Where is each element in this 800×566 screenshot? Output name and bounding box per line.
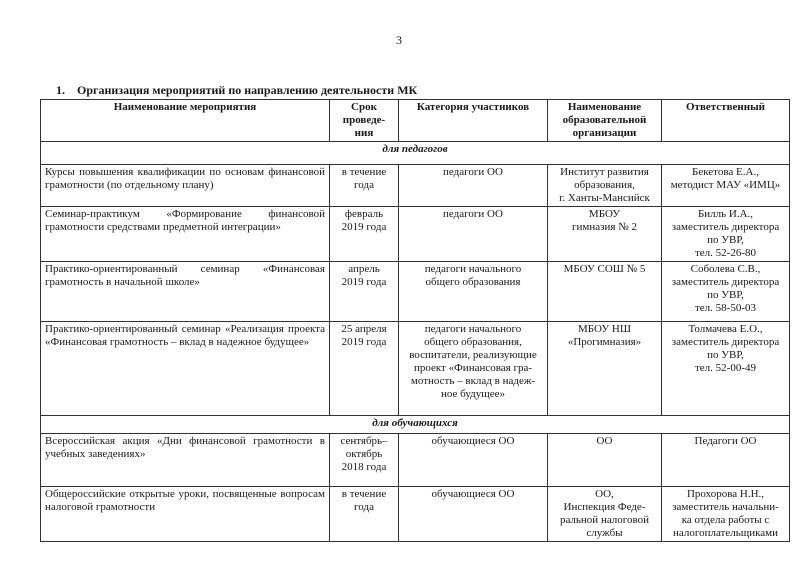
table-header-row <box>41 100 790 142</box>
event-cell: Всероссийская акция «Дни финансовой грамотности в учебных заведениях» <box>41 434 330 487</box>
group-label: для педагогов <box>41 142 790 165</box>
section-title-text: Организация мероприятий по направлению деятельности МК <box>77 83 418 97</box>
participants-cell: педагоги ОО <box>399 165 548 207</box>
responsible-cell: Бекетова Е.А., методист МАУ «ИМЦ» <box>662 165 790 207</box>
term-cell: февраль 2019 года <box>330 207 399 262</box>
responsible-cell: Соболева С.В., заместитель директора по УВР, тел. 58-50-03 <box>662 262 790 322</box>
group-row-teachers <box>41 142 790 165</box>
term-cell: апрель 2019 года <box>330 262 399 322</box>
event-cell: Семинар-практикум «Формирование финансовой грамотности средствами предметной интеграции» <box>41 207 330 262</box>
responsible-cell: Толмачева Е.О., заместитель директора по УВР, тел. 52-00-49 <box>662 322 790 416</box>
organization-cell: МБОУ гимназия № 2 <box>548 207 662 262</box>
responsible-cell: Прохорова Н.Н., заместитель начальни- ка отдела работы с налогоплательщиками <box>662 487 790 542</box>
events-table <box>40 99 790 542</box>
organization-cell: МБОУ НШ «Прогимназия» <box>548 322 662 416</box>
header-event-name: Наименование мероприятия <box>41 100 330 142</box>
term-cell: 25 апреля 2019 года <box>330 322 399 416</box>
header-responsible: Ответственный <box>662 100 790 142</box>
event-cell: Общероссийские открытые уроки, посвященные вопросам налоговой грамотности <box>41 487 330 542</box>
participants-cell: педагоги начального общего образования, воспитатели, реализующие проект «Финансовая гра- мотность – вклад в надеж- ное будущее» <box>399 322 548 416</box>
event-cell: Практико-ориентированный семинар «Реализация проекта «Финансовая грамотность – вклад в надежное будущее» <box>41 322 330 416</box>
term-cell: сентябрь– октябрь 2018 года <box>330 434 399 487</box>
group-label: для обучающихся <box>41 416 790 434</box>
table-row <box>41 207 790 262</box>
event-cell: Курсы повышения квалификации по основам финансовой грамотности (по отдельному плану) <box>41 165 330 207</box>
section-number: 1. <box>56 83 65 97</box>
table-row <box>41 262 790 322</box>
organization-cell: Институт развития образования, г. Ханты-Мансийск <box>548 165 662 207</box>
organization-cell: ОО, Инспекция Феде- ральной налоговой службы <box>548 487 662 542</box>
participants-cell: педагоги начального общего образования <box>399 262 548 322</box>
table-row <box>41 487 790 542</box>
table-row <box>41 165 790 207</box>
responsible-cell: Билль И.А., заместитель директора по УВР, тел. 52-26-80 <box>662 207 790 262</box>
participants-cell: обучающиеся ОО <box>399 434 548 487</box>
organization-cell: МБОУ СОШ № 5 <box>548 262 662 322</box>
responsible-cell: Педагоги ОО <box>662 434 790 487</box>
event-cell: Практико-ориентированный семинар «Финансовая грамотность в начальной школе» <box>41 262 330 322</box>
section-title <box>56 83 417 98</box>
table-row <box>41 322 790 416</box>
table-row <box>41 434 790 487</box>
header-term: Срок проведе- ния <box>330 100 399 142</box>
header-organization: Наименование образовательной организации <box>548 100 662 142</box>
participants-cell: педагоги ОО <box>399 207 548 262</box>
header-participants: Категория участников <box>399 100 548 142</box>
page-number: 3 <box>396 33 402 47</box>
term-cell: в течение года <box>330 165 399 207</box>
organization-cell: ОО <box>548 434 662 487</box>
group-row-students <box>41 416 790 434</box>
participants-cell: обучающиеся ОО <box>399 487 548 542</box>
term-cell: в течение года <box>330 487 399 542</box>
